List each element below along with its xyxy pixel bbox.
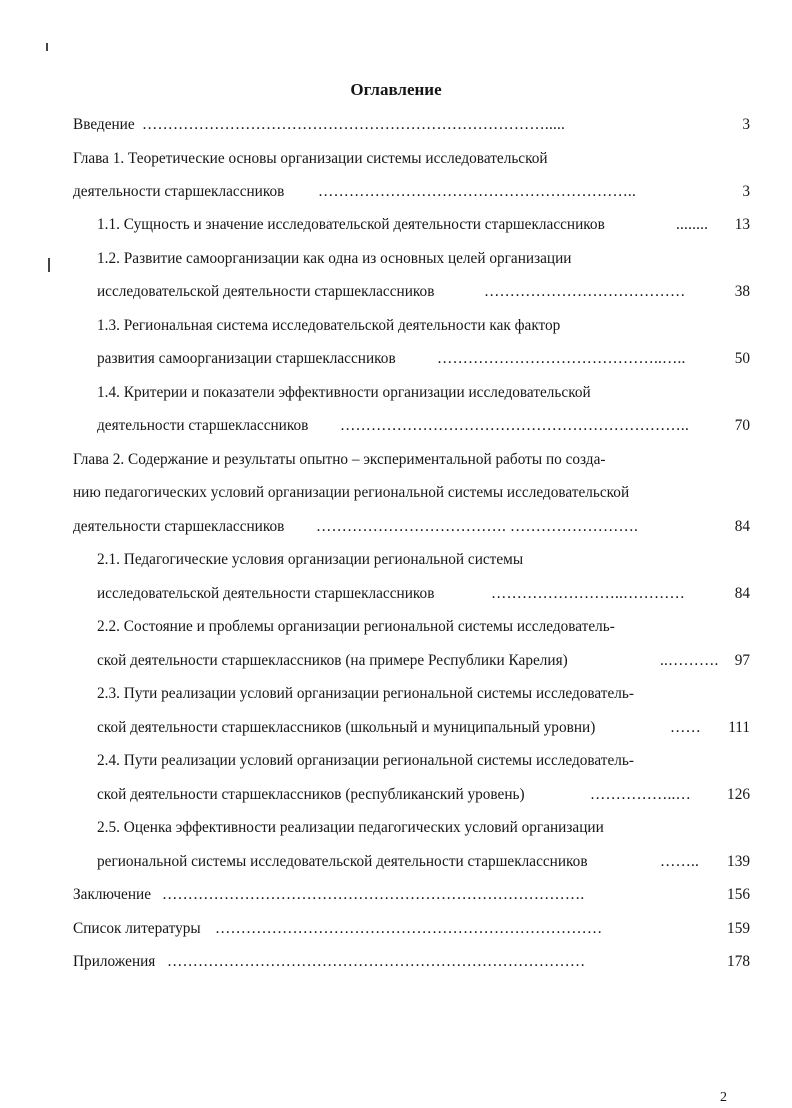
toc-entry-text: Заключение — [73, 886, 152, 903]
toc-leader-dots: ………………………………. ……………………. — [316, 518, 639, 535]
toc-entry — [0, 348, 792, 370]
toc-entry-text: 2.1. Педагогические условия организации региональной системы — [97, 551, 524, 568]
toc-page-number: 38 — [734, 283, 750, 300]
toc-entry-text: деятельности старшеклассников — [73, 518, 285, 535]
toc-entry — [0, 449, 792, 471]
toc-page-number: 97 — [734, 652, 750, 669]
toc-page-number: 126 — [727, 786, 750, 803]
toc-entry — [0, 181, 792, 203]
toc-entry-text: Глава 2. Содержание и результаты опытно – экспериментальной работы по созда- — [73, 451, 606, 468]
toc-entry — [0, 616, 792, 638]
toc-entry — [0, 248, 792, 270]
toc-entry-text: деятельности старшеклассников — [97, 417, 309, 434]
toc-entry — [0, 817, 792, 839]
toc-entry-text: 1.4. Критерии и показатели эффективности организации исследовательской — [97, 384, 591, 401]
toc-leader-dots: ………………………………………………………………………. — [162, 886, 585, 903]
toc-page-number: 3 — [742, 183, 750, 200]
page-title: Оглавление — [350, 80, 442, 99]
toc-entry — [0, 549, 792, 571]
toc-entry — [0, 114, 792, 136]
toc-page-number: 13 — [734, 216, 750, 233]
toc-leader-dots: …………………………………………………….. — [318, 183, 636, 200]
toc-entry-text: Приложения — [73, 953, 156, 970]
toc-entry-text: нию педагогических условий организации региональной системы исследовательской — [73, 484, 630, 501]
toc-entry-text: Глава 1. Теоретические основы организации системы исследовательской — [73, 150, 548, 167]
toc-leader-dots: ……………..… — [590, 786, 692, 803]
toc-entry — [0, 784, 792, 806]
toc-page-number: 139 — [727, 853, 750, 870]
toc-entry — [0, 583, 792, 605]
toc-entry — [0, 214, 792, 236]
toc-entry — [0, 281, 792, 303]
toc-page-number: 156 — [727, 886, 750, 903]
toc-entry — [0, 717, 792, 739]
toc-leader-dots: ………………………………… — [484, 283, 686, 300]
toc-entry-text: 1.2. Развитие самоорганизации как одна из основных целей организации — [97, 250, 572, 267]
toc-leader-dots: ……………………………………..….. — [437, 350, 686, 367]
toc-leader-dots: …… — [670, 719, 701, 736]
toc-page-number: 84 — [734, 585, 750, 602]
toc-leader-dots: ………………………………………………………………… — [215, 920, 603, 937]
toc-page-number: 50 — [734, 350, 750, 367]
toc-entry-text: Список литературы — [73, 920, 201, 937]
toc-page-number: 178 — [727, 953, 750, 970]
toc-leader-dots: ........ — [676, 216, 709, 233]
toc-entry — [0, 683, 792, 705]
toc-entry-text: 2.3. Пути реализации условий организации региональной системы исследователь- — [97, 685, 634, 702]
toc-leader-dots: ..………. — [660, 652, 719, 669]
toc-entry-text: исследовательской деятельности старшеклассников — [97, 585, 435, 602]
toc-leader-dots: ……………………………………………………………………… — [167, 953, 586, 970]
scan-mark — [46, 43, 48, 51]
toc-entry-text: исследовательской деятельности старшеклассников — [97, 283, 435, 300]
toc-entry — [0, 382, 792, 404]
toc-entry — [0, 516, 792, 538]
toc-entry — [0, 951, 792, 973]
toc-entry — [0, 415, 792, 437]
toc-page-number: 159 — [727, 920, 750, 937]
toc-entry-text: ской деятельности старшеклассников (республиканский уровень) — [97, 786, 525, 803]
toc-entry-text: 2.2. Состояние и проблемы организации региональной системы исследователь- — [97, 618, 615, 635]
toc-entry-text: ской деятельности старшеклассников (на примере Республики Карелия) — [97, 652, 568, 669]
toc-leader-dots: ……………………..………… — [491, 585, 686, 602]
toc-entry-text: Введение — [73, 116, 135, 133]
toc-entry-text: деятельности старшеклассников — [73, 183, 285, 200]
toc-entry — [0, 482, 792, 504]
toc-entry-text: 1.1. Сущность и значение исследовательской деятельности старшеклассников — [97, 216, 605, 233]
toc-page-number: 3 — [742, 116, 750, 133]
toc-entry — [0, 918, 792, 940]
toc-entry — [0, 851, 792, 873]
toc-entry-text: 2.5. Оценка эффективности реализации педагогических условий организации — [97, 819, 604, 836]
toc-page-number: 84 — [734, 518, 750, 535]
toc-page-number: 70 — [734, 417, 750, 434]
toc-entry — [0, 750, 792, 772]
toc-leader-dots: ……………………………………………………………………..... — [142, 116, 566, 133]
toc-entry — [0, 148, 792, 170]
toc-entry-text: развития самоорганизации старшеклассников — [97, 350, 396, 367]
toc-entry-text: региональной системы исследовательской деятельности старшеклассников — [97, 853, 588, 870]
toc-leader-dots: …….. — [660, 853, 700, 870]
toc-page-number: 111 — [728, 719, 750, 736]
toc-entry-text: 1.3. Региональная система исследовательской деятельности как фактор — [97, 317, 561, 334]
toc-entry-text: 2.4. Пути реализации условий организации региональной системы исследователь- — [97, 752, 634, 769]
toc-entry — [0, 884, 792, 906]
toc-entry — [0, 650, 792, 672]
toc-entry — [0, 315, 792, 337]
toc-leader-dots: ………………………………………………………….. — [340, 417, 689, 434]
scan-mark — [48, 258, 50, 272]
toc-entry-text: ской деятельности старшеклассников (школьный и муниципальный уровни) — [97, 719, 596, 736]
page-number: 2 — [720, 1090, 727, 1105]
